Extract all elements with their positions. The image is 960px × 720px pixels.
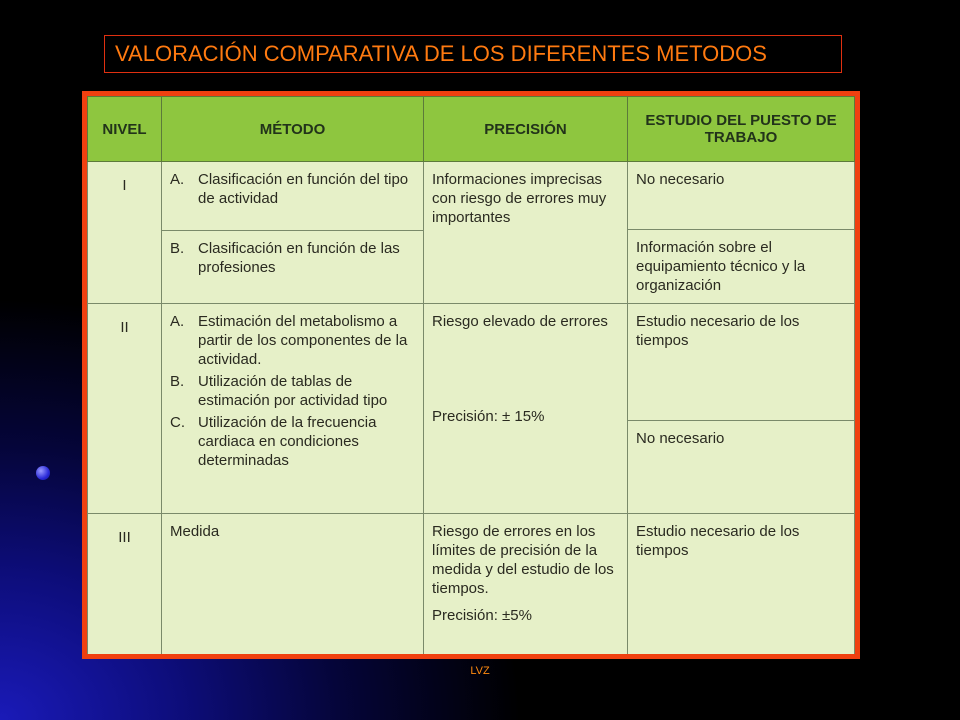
estudio-text: Estudio necesario de los tiempos [636, 523, 800, 559]
method-text: Clasificación en función de las profesiones [198, 240, 400, 276]
slide-title: VALORACIÓN COMPARATIVA DE LOS DIFERENTES METODOS [104, 35, 842, 73]
method-letter: C. [170, 414, 185, 431]
method-text: Estimación del metabolismo a partir de los componentes de la actividad. [198, 313, 408, 368]
estudio-cell [628, 514, 855, 655]
method-item [170, 413, 415, 470]
nivel-cell: I [88, 162, 162, 304]
table-row-level-2 [88, 304, 855, 514]
method-text: Medida [170, 523, 220, 540]
method-item [170, 170, 415, 208]
metodo-cell [162, 162, 424, 304]
comparison-table [87, 96, 855, 654]
method-text: Utilización de la frecuencia cardiaca en condiciones determinadas [198, 414, 377, 469]
precision-text: Informaciones imprecisas con riesgo de errores muy importantes [432, 171, 607, 226]
table-row-level-3 [88, 514, 855, 655]
metodo-cell [162, 514, 424, 655]
footer-label: LVZ [470, 665, 490, 677]
precision-cell [424, 162, 628, 304]
method-letter: B. [170, 240, 185, 257]
header-row [88, 97, 855, 162]
precision-text: Riesgo elevado de errores [432, 313, 608, 330]
estudio-cell [628, 304, 855, 514]
header-nivel: NIVEL [88, 97, 162, 162]
estudio-text: Estudio necesario de los tiempos [636, 313, 800, 349]
header-estudio: ESTUDIO DEL PUESTO DE TRABAJO [628, 97, 855, 162]
precision-value: Precisión: ± 15% [432, 408, 545, 425]
method-letter: A. [170, 313, 185, 330]
estudio-text: No necesario [636, 430, 725, 447]
method-text: Clasificación en función del tipo de actividad [198, 171, 409, 207]
precision-value: Precisión: ±5% [432, 607, 532, 624]
method-letter: A. [170, 171, 185, 188]
precision-text: Riesgo de errores en los límites de precisión de la medida y del estudio de los tiempos. [432, 523, 614, 597]
estudio-text: Información sobre el equipamiento técnico y la organización [636, 239, 806, 294]
nivel-cell: II [88, 304, 162, 514]
nivel-cell: III [88, 514, 162, 655]
table-frame [82, 91, 860, 659]
method-letter: B. [170, 373, 185, 390]
table-row-level-1 [88, 162, 855, 304]
method-text: Utilización de tablas de estimación por actividad tipo [198, 373, 388, 409]
method-item [170, 312, 415, 369]
precision-cell [424, 304, 628, 514]
method-item [170, 239, 415, 277]
header-precision: PRECISIÓN [424, 97, 628, 162]
precision-cell [424, 514, 628, 655]
method-item [170, 372, 415, 410]
estudio-cell [628, 162, 855, 304]
header-metodo: MÉTODO [162, 97, 424, 162]
metodo-cell [162, 304, 424, 514]
estudio-text: No necesario [636, 171, 725, 188]
bullet-dot-icon [36, 466, 50, 480]
